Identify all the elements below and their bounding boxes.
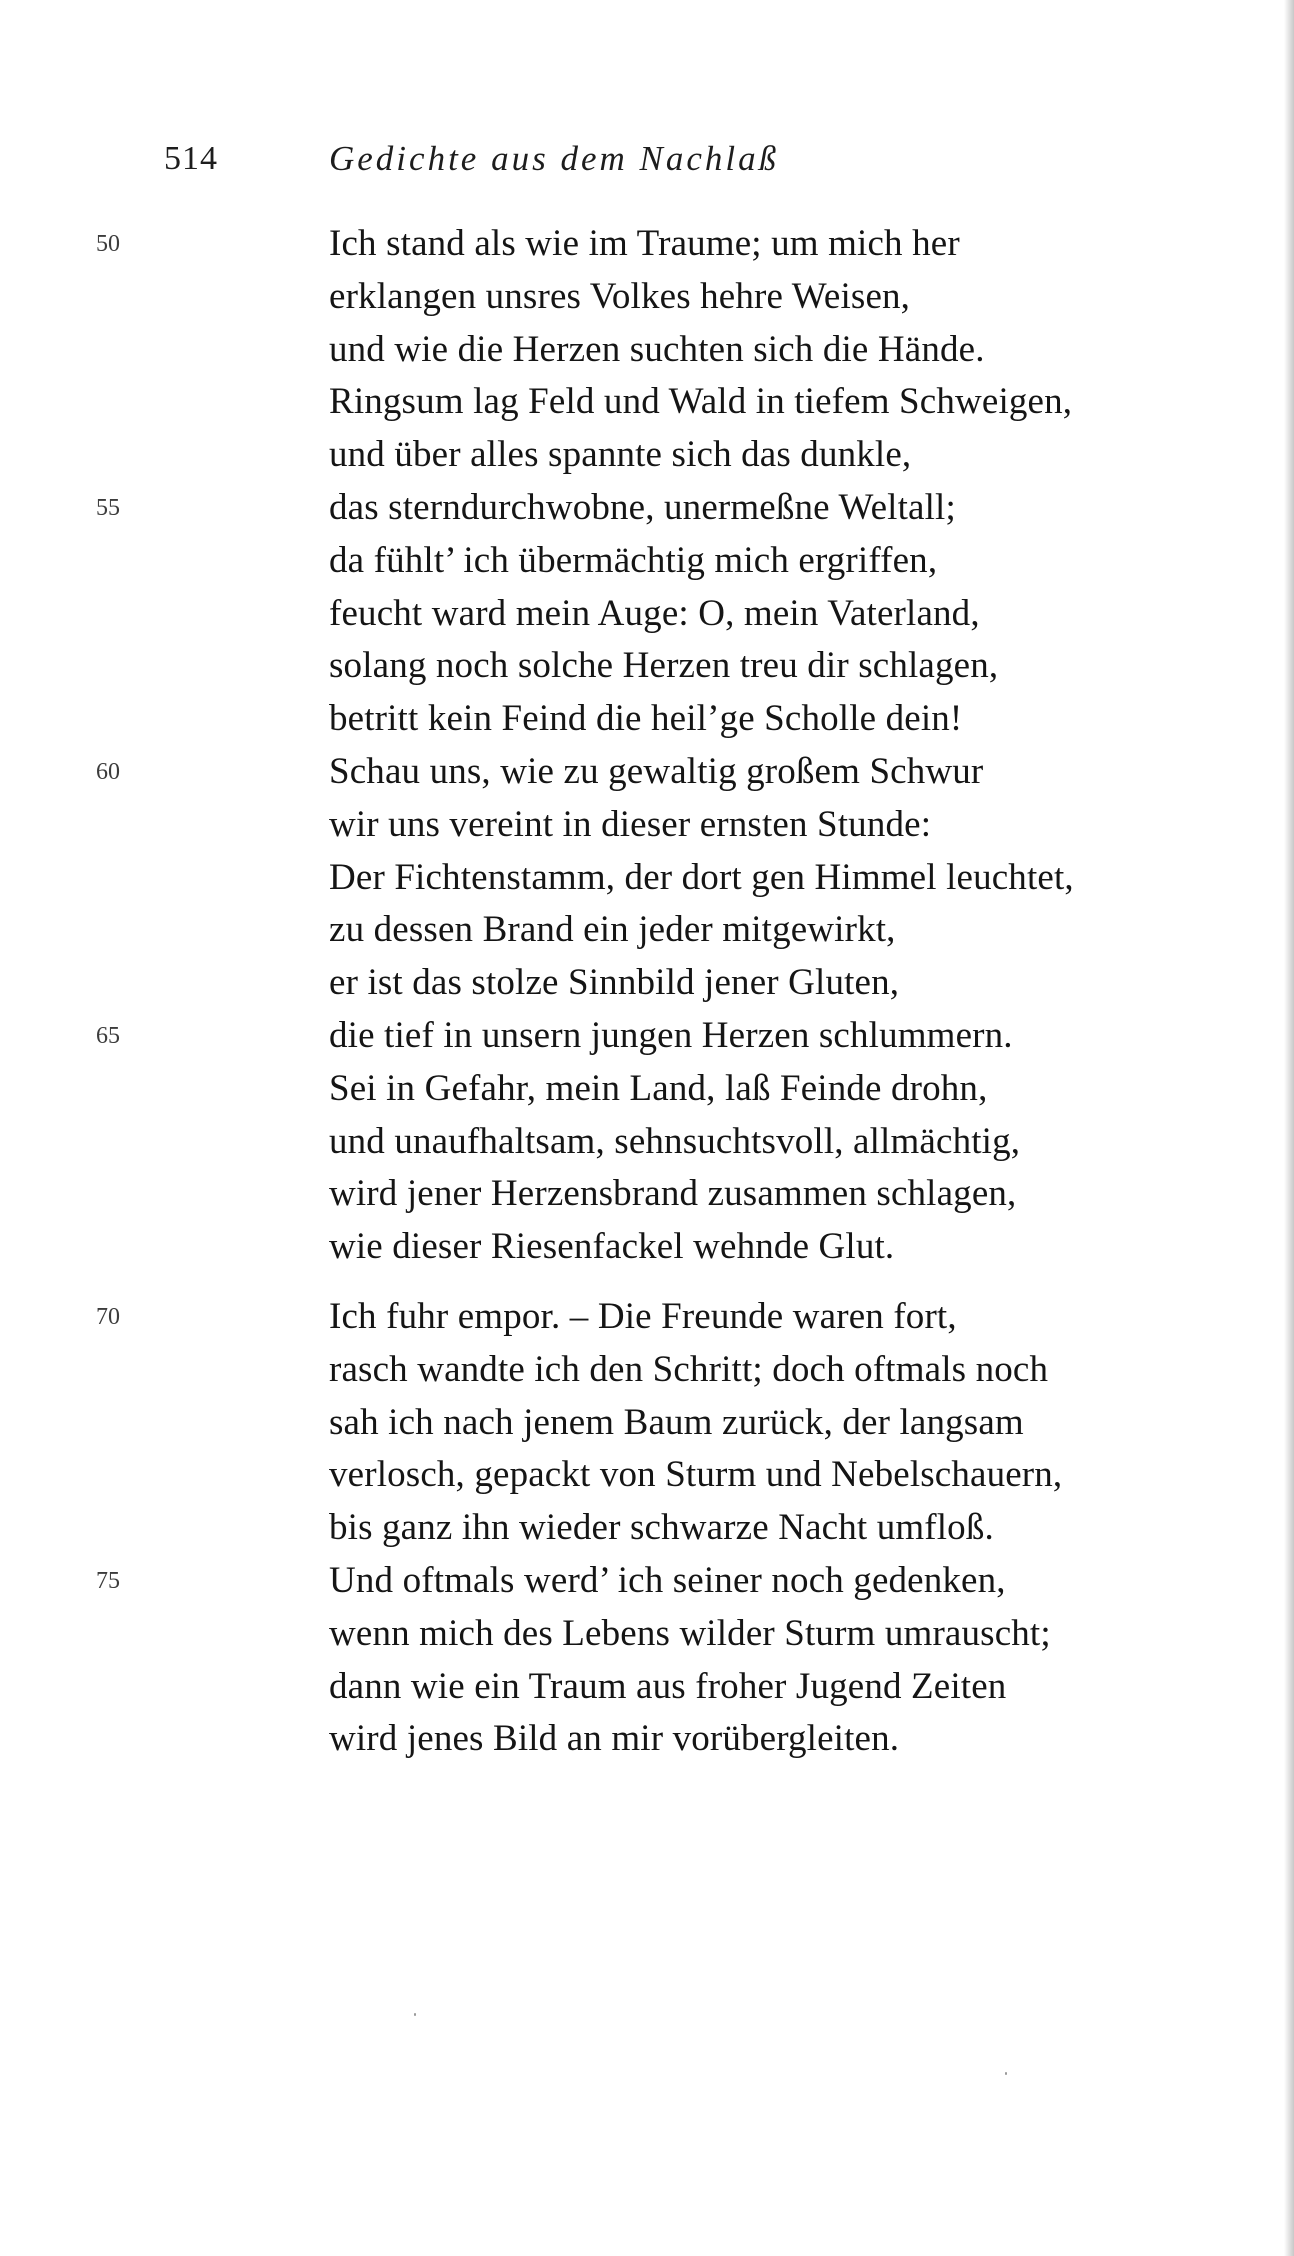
verse-text: wir uns vereint in dieser ernsten Stunde:: [329, 803, 932, 845]
poem-body: [0, 218, 1294, 1766]
verse-line: [0, 1063, 1294, 1116]
line-number: 60: [96, 758, 120, 785]
verse-line: [0, 429, 1294, 482]
verse-line: [0, 324, 1294, 377]
verse-text: wird jenes Bild an mir vorübergleiten.: [329, 1718, 900, 1760]
verse-line: [0, 1449, 1294, 1502]
verse-line: [0, 799, 1294, 852]
verse-text: Und oftmals werd’ ich seiner noch gedenken,: [329, 1559, 1006, 1601]
verse-line: [0, 1116, 1294, 1169]
verse-text: wird jener Herzensbrand zusammen schlagen,: [329, 1173, 1017, 1215]
verse-text: die tief in unsern jungen Herzen schlummern.: [329, 1014, 1013, 1056]
line-number: 50: [96, 231, 120, 257]
verse-line: [0, 271, 1294, 324]
paper-speck: [1005, 2072, 1007, 2075]
verse-text: zu dessen Brand ein jeder mitgewirkt,: [329, 909, 896, 951]
verse-text: Ringsum lag Feld und Wald in tiefem Schweigen,: [329, 381, 1073, 423]
verse-text: das sterndurchwobne, unermeßne Weltall;: [329, 486, 956, 528]
verse-line: [0, 693, 1294, 746]
paper-speck: [414, 2013, 416, 2016]
line-number: 55: [96, 494, 120, 521]
verse-text: Schau uns, wie zu gewaltig großem Schwur: [329, 750, 984, 792]
verse-text: verlosch, gepackt von Sturm und Nebelschauern,: [329, 1454, 1063, 1496]
running-title: Gedichte aus dem Nachlaß: [329, 139, 780, 178]
verse-text: er ist das stolze Sinnbild jener Gluten,: [329, 962, 900, 1004]
verse-line: [0, 1010, 1294, 1063]
verse-text: betritt kein Feind die heil’ge Scholle dein!: [329, 698, 963, 740]
verse-line: [0, 1344, 1294, 1397]
verse-text: wie dieser Riesenfackel wehnde Glut.: [329, 1226, 895, 1268]
verse-text: dann wie ein Traum aus froher Jugend Zeiten: [329, 1665, 1007, 1707]
verse-line: [0, 640, 1294, 693]
stanza: [0, 218, 1294, 1274]
verse-line: [0, 376, 1294, 429]
stanza: [0, 1291, 1294, 1766]
verse-text: und unaufhaltsam, sehnsuchtsvoll, allmächtig,: [329, 1120, 1021, 1162]
verse-text: sah ich nach jenem Baum zurück, der langsam: [329, 1401, 1024, 1443]
verse-line: [0, 218, 1294, 271]
verse-line: [0, 1502, 1294, 1555]
verse-text: und über alles spannte sich das dunkle,: [329, 434, 912, 476]
verse-text: rasch wandte ich den Schritt; doch oftmals noch: [329, 1348, 1049, 1390]
verse-line: [0, 746, 1294, 799]
verse-text: feucht ward mein Auge: O, mein Vaterland,: [329, 592, 980, 634]
verse-text: bis ganz ihn wieder schwarze Nacht umfloß.: [329, 1507, 994, 1549]
verse-line: [0, 482, 1294, 535]
verse-line: [0, 852, 1294, 905]
running-head: [0, 138, 1294, 188]
verse-line: [0, 1555, 1294, 1608]
line-number: 70: [96, 1303, 120, 1330]
verse-line: [0, 957, 1294, 1010]
verse-text: Sei in Gefahr, mein Land, laß Feinde drohn,: [329, 1067, 988, 1109]
verse-line: [0, 1221, 1294, 1274]
verse-line: [0, 1661, 1294, 1714]
verse-text: da fühlt’ ich übermächtig mich ergriffen,: [329, 539, 938, 581]
verse-text: Ich stand als wie im Traume; um mich her: [329, 223, 960, 264]
verse-line: [0, 535, 1294, 588]
verse-line: [0, 588, 1294, 641]
verse-line: [0, 1608, 1294, 1661]
verse-line: [0, 1713, 1294, 1766]
verse-text: Der Fichtenstamm, der dort gen Himmel leuchtet,: [329, 856, 1074, 898]
verse-line: [0, 904, 1294, 957]
verse-text: erklangen unsres Volkes hehre Weisen,: [329, 275, 911, 317]
verse-text: solang noch solche Herzen treu dir schlagen,: [329, 645, 999, 687]
line-number: 75: [96, 1567, 120, 1594]
verse-line: [0, 1397, 1294, 1450]
verse-text: Ich fuhr empor. – Die Freunde waren fort,: [329, 1295, 957, 1337]
verse-line: [0, 1291, 1294, 1344]
verse-line: [0, 1168, 1294, 1221]
page-number: 514: [164, 140, 218, 177]
verse-text: wenn mich des Lebens wilder Sturm umrauscht;: [329, 1612, 1051, 1654]
verse-text: und wie die Herzen suchten sich die Hände.: [329, 328, 985, 370]
line-number: 65: [96, 1022, 120, 1049]
